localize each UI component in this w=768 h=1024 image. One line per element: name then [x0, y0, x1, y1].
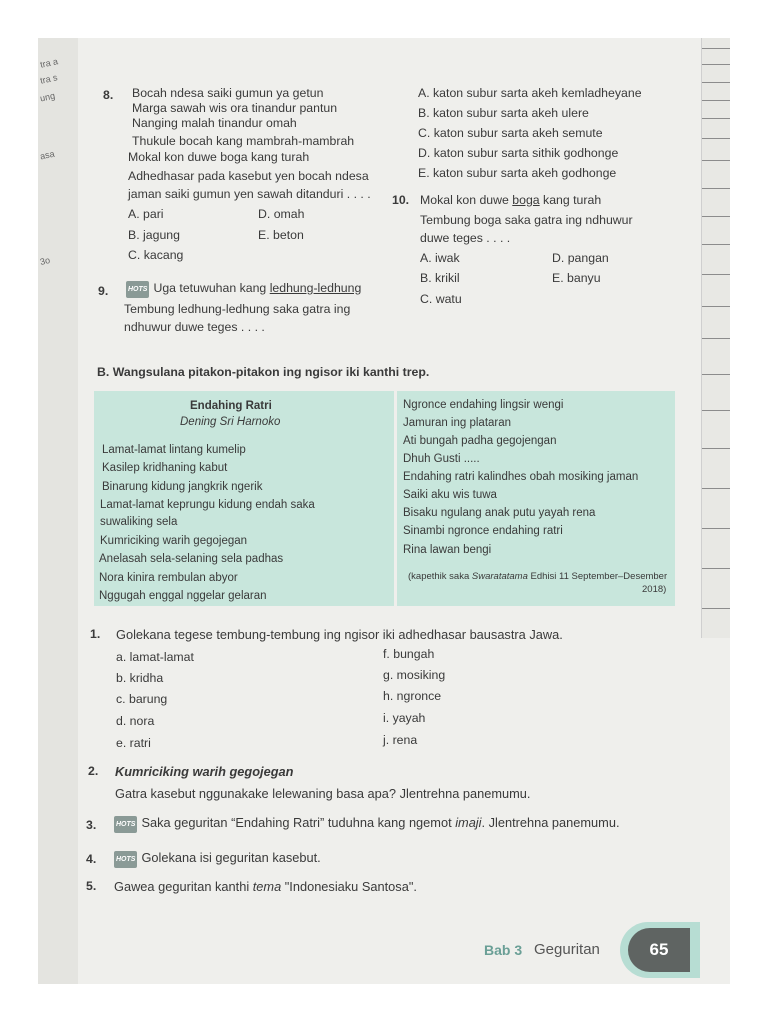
section-b-heading: B. Wangsulana pitakon-pitakon ing ngisor iki kanthi trep.: [97, 365, 430, 379]
task1-item-d: d. nora: [116, 714, 155, 728]
task1-item-e: e. ratri: [116, 736, 151, 750]
poem-right-line-1: Ngronce endahing lingsir wengi: [403, 399, 564, 411]
task1-item-f: f. bungah: [383, 647, 435, 661]
hots-badge: HOTS: [114, 816, 137, 833]
footer-title: Geguritan: [534, 941, 600, 958]
poem-source-post: Edhisi 11 September–Desember: [527, 571, 668, 582]
task4-text: [114, 850, 321, 868]
hots-badge: HOTS: [126, 281, 149, 298]
task3-text-pre: Saka geguritan “Endahing Ratri” tuduhna kang ngemot: [141, 815, 456, 830]
q8-right-option-a[interactable]: A. katon subur sarta akeh kemladheyane: [418, 86, 642, 100]
previous-page-edge: tra a tra s ung asa 3o: [38, 38, 78, 984]
q8-option-c[interactable]: C. kacang: [128, 248, 184, 262]
poem-left-line-9: Nggugah enggal nggelar gelaran: [99, 590, 267, 602]
q9-line-1-text: Uga tetuwuhan kang: [153, 281, 270, 295]
q10-line-1-text: Mokal kon duwe: [420, 193, 513, 207]
q8-right-option-b[interactable]: B. katon subur sarta akeh ulere: [418, 106, 589, 120]
q8-prompt-2: jaman saiki gumun yen sawah ditanduri . . . .: [128, 187, 371, 201]
task1-number: 1.: [90, 627, 101, 641]
poem-left-line-2: Kasilep kridhaning kabut: [102, 462, 228, 474]
task3-text: [114, 815, 620, 833]
q10-line-3: duwe teges . . . .: [420, 231, 511, 245]
q10-option-e[interactable]: E. banyu: [552, 271, 601, 285]
q10-line-1-post: kang turah: [539, 193, 602, 207]
q9-underlined-word: ledhung-ledhung: [269, 281, 362, 295]
poem-left-line-4: Lamat-lamat keprungu kidung endah saka: [100, 499, 315, 511]
poem-source-year: 2018): [642, 584, 667, 595]
hots-badge: HOTS: [114, 851, 137, 868]
task1-text: Golekana tegese tembung-tembung ing ngisor iki adhedhasar bausastra Jawa.: [116, 627, 563, 642]
q9-line-2: Tembung ledhung-ledhung saka gatra ing: [124, 302, 351, 316]
q8-option-d[interactable]: D. omah: [258, 207, 305, 221]
q8-line-5: Mokal kon duwe boga kang turah: [128, 150, 310, 164]
poem-left-line-6: Kumriciking warih gegojegan: [100, 535, 248, 547]
task4-number: 4.: [86, 852, 97, 866]
task5-text-italic: tema: [252, 879, 282, 894]
task5-text-post: "Indonesiaku Santosa".: [281, 879, 417, 894]
task1-item-i: i. yayah: [383, 711, 426, 725]
q10-underlined-word: boga: [512, 193, 540, 207]
task2-number: 2.: [88, 764, 99, 778]
q8-right-option-d[interactable]: D. katon subur sarta sithik godhonge: [418, 146, 619, 160]
q9-line-1: [126, 281, 361, 298]
q9-line-3: ndhuwur duwe teges . . . .: [124, 320, 265, 334]
task2-text: Gatra kasebut nggunakake lelewaning basa apa? Jlentrehna panemumu.: [115, 786, 531, 801]
q9-number: 9.: [98, 284, 109, 298]
poem-author: Dening Sri Harnoko: [180, 416, 281, 428]
q10-option-b[interactable]: B. krikil: [420, 271, 460, 285]
q8-right-option-c[interactable]: C. katon subur sarta akeh semute: [418, 126, 603, 140]
q8-line-2: Marga sawah wis ora tinandur pantun: [132, 101, 338, 115]
task3-text-italic: imaji: [455, 815, 482, 830]
q10-line-1: [420, 193, 601, 208]
q10-line-2: Tembung boga saka gatra ing ndhuwur: [420, 213, 633, 227]
task2-title: Kumriciking warih gegojegan: [115, 764, 294, 779]
task5-text-pre: Gawea geguritan kanthi: [114, 879, 253, 894]
poem-right-line-8: Sinambi ngronce endahing ratri: [403, 525, 563, 537]
poem-right-line-7: Bisaku ngulang anak putu yayah rena: [403, 507, 596, 519]
footer-chapter: Bab 3: [484, 942, 523, 958]
task5-number: 5.: [86, 879, 97, 893]
task1-item-c: c. barung: [116, 692, 168, 706]
poem-source-pre: (kapethik saka: [408, 571, 472, 582]
q8-line-4: Thukule bocah kang mambrah-mambrah: [132, 134, 355, 148]
q8-line-1: Bocah ndesa saiki gumun ya getun: [132, 86, 324, 100]
q10-option-a[interactable]: A. iwak: [420, 251, 460, 265]
poem-right-line-6: Saiki aku wis tuwa: [403, 489, 497, 501]
q10-number: 10.: [392, 193, 410, 207]
poem-source-magazine: Swaratatama: [471, 571, 528, 582]
poem-left-line-7: Anelasah sela-selaning sela padhas: [99, 553, 284, 565]
poem-right-line-3: Ati bungah padha gegojengan: [403, 435, 557, 447]
task1-item-a: a. lamat-lamat: [116, 650, 194, 664]
poem-right-line-2: Jamuran ing plataran: [403, 417, 512, 429]
q8-option-e[interactable]: E. beton: [258, 228, 304, 242]
q8-prompt-1: Adhedhasar pada kasebut yen bocah ndesa: [128, 169, 369, 183]
poem-title: Endahing Ratri: [190, 400, 272, 412]
page-number: 65: [628, 928, 690, 972]
q10-option-d[interactable]: D. pangan: [552, 251, 609, 265]
poem-right-line-4: Dhuh Gusti .....: [403, 453, 480, 465]
task3-text-post: . Jlentrehna panemumu.: [481, 815, 620, 830]
poem-left-line-3: Binarung kidung jangkrik ngerik: [102, 481, 263, 493]
poem-right-line-9: Rina lawan bengi: [403, 544, 492, 556]
poem-left-line-1: Lamat-lamat lintang kumelip: [102, 444, 246, 456]
poem-source: [408, 569, 667, 584]
poem-left-line-8: Nora kinira rembulan abyor: [99, 572, 238, 584]
q8-option-b[interactable]: B. jagung: [128, 228, 180, 242]
q8-right-option-e[interactable]: E. katon subur sarta akeh godhonge: [418, 166, 617, 180]
next-page-edge: [701, 38, 730, 638]
q10-option-c[interactable]: C. watu: [420, 292, 462, 306]
poem-left-line-5: suwaliking sela: [100, 516, 178, 528]
task4-text-main: Golekana isi geguritan kasebut.: [141, 850, 321, 865]
task1-item-g: g. mosiking: [383, 668, 446, 682]
task5-text: [114, 879, 417, 894]
task1-item-h: h. ngronce: [383, 689, 442, 703]
task1-item-b: b. kridha: [116, 671, 164, 685]
q8-line-3: Nanging malah tinandur omah: [132, 116, 297, 130]
q8-option-a[interactable]: A. pari: [128, 207, 164, 221]
q8-number: 8.: [103, 88, 114, 102]
poem-right-line-5: Endahing ratri kalindhes obah mosiking jaman: [403, 471, 639, 483]
task3-number: 3.: [86, 818, 97, 832]
task1-item-j: j. rena: [383, 733, 418, 747]
